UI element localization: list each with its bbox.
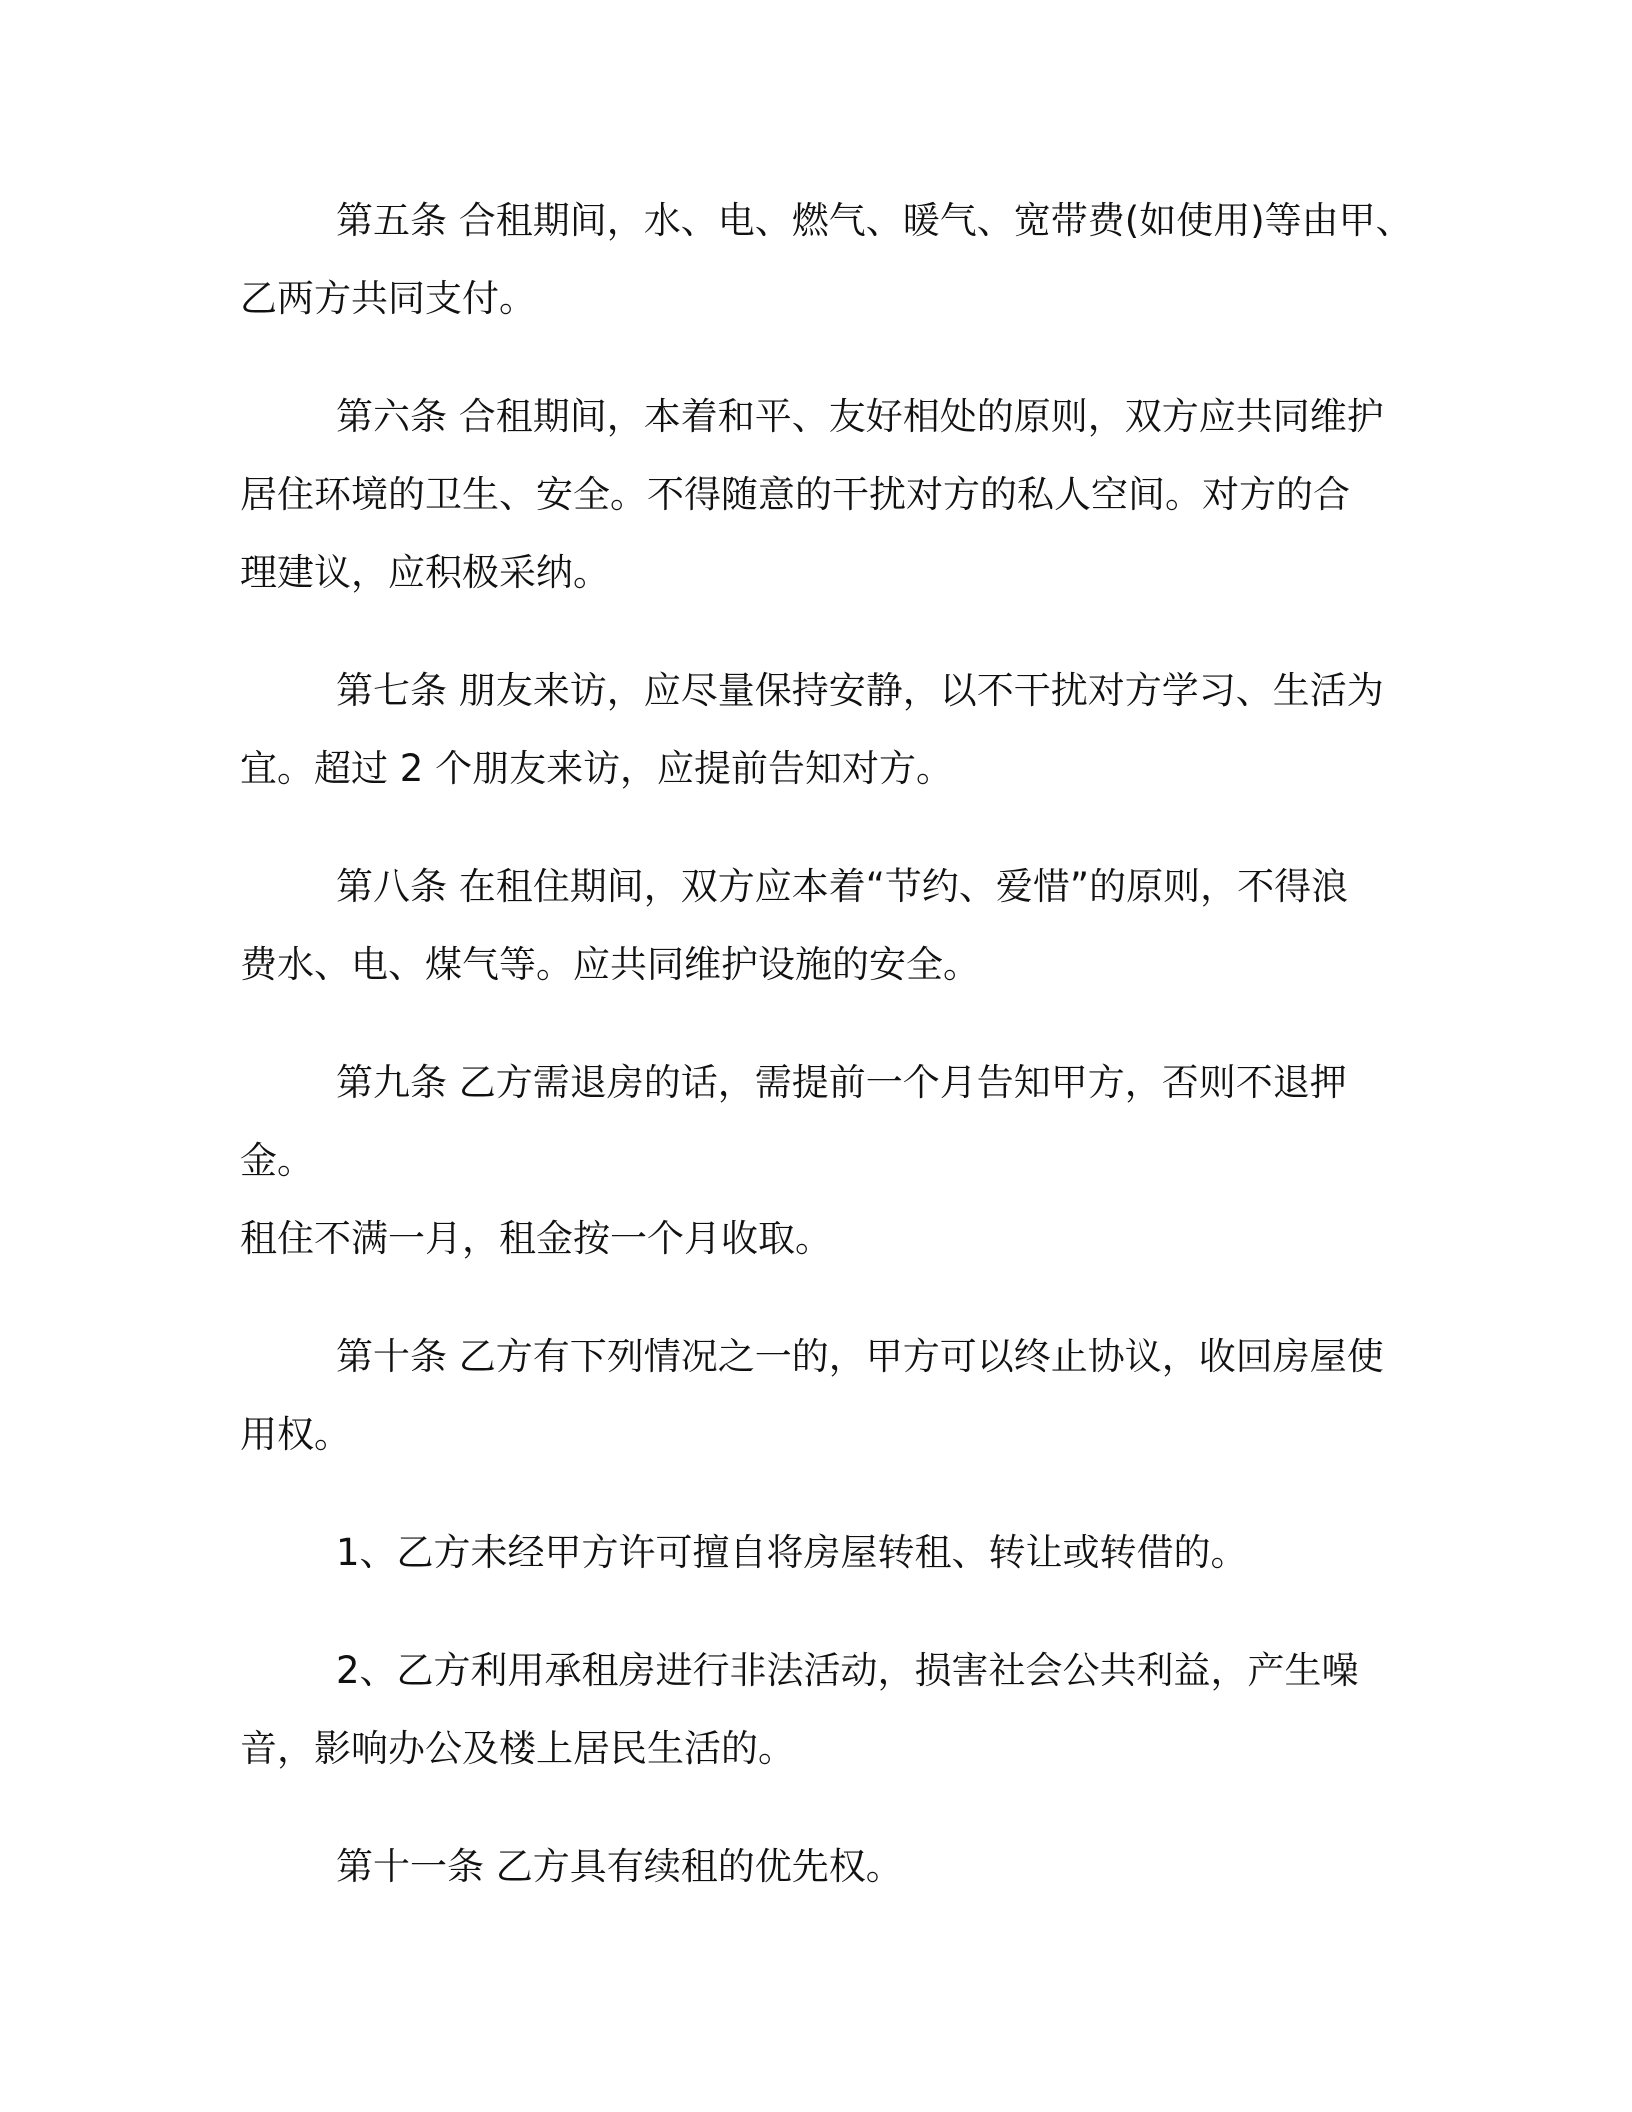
clause-6: 第六条 合租期间，本着和平、友好相处的原则，双方应共同维护 居住环境的卫生、安全。不得随意的干扰对方的私人空间。对方的合 理建议，应积极采纳。: [240, 395, 1384, 594]
clause-9: 第九条 乙方需退房的话，需提前一个月告知甲方，否则不退押金。 租住不满一月，租金按一个月收取。: [240, 1061, 1347, 1260]
contract-text: [240, 182, 1420, 1946]
clause-11: 第十一条 乙方具有续租的优先权。: [336, 1845, 903, 1888]
clause-5: 第五条 合租期间，水、电、燃气、暖气、宽带费(如使用)等由甲、 乙两方共同支付。: [240, 199, 1413, 320]
clause-8: 第八条 在租住期间，双方应本着“节约、爱惜”的原则，不得浪 费水、电、煤气等。应共同维护设施的安全。: [240, 865, 1349, 986]
clause-10-item-1: 1、乙方未经甲方许可擅自将房屋转租、转让或转借的。: [336, 1531, 1248, 1574]
clause-10-item-2: 2、乙方利用承租房进行非法活动，损害社会公共利益，产生噪 音，影响办公及楼上居民生活的。: [240, 1649, 1359, 1770]
clause-7: 第七条 朋友来访，应尽量保持安静，以不干扰对方学习、生活为 宜。超过 2 个朋友来访，应提前告知对方。: [240, 669, 1384, 790]
clause-10: 第十条 乙方有下列情况之一的，甲方可以终止协议，收回房屋使 用权。: [240, 1335, 1384, 1456]
